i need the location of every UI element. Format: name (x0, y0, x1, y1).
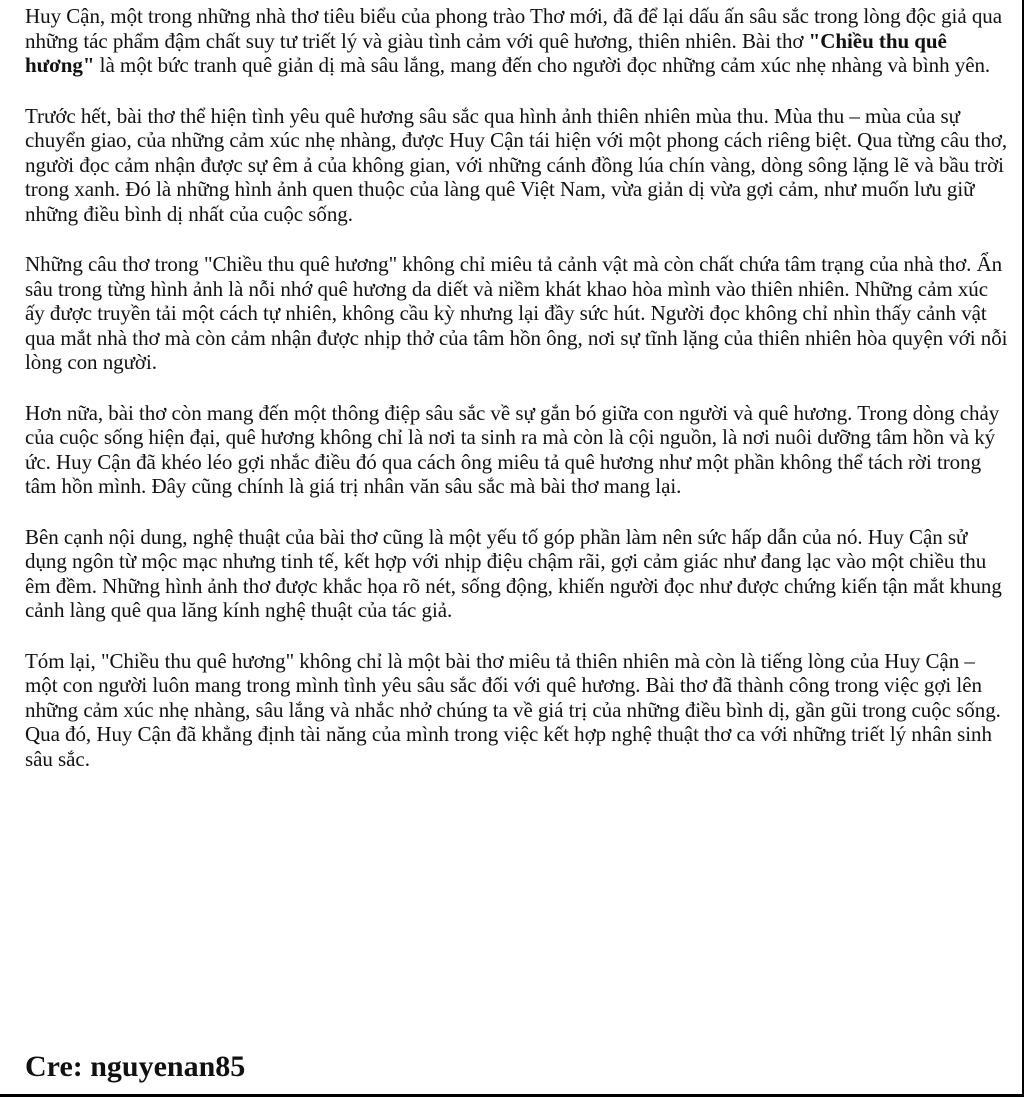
paragraph-intro-text-end: là một bức tranh quê giản dị mà sâu lắng, mang đến cho người đọc những cảm xúc nhẹ nhàng và bình yên. (94, 53, 991, 77)
credit-line: Cre: nguyenan85 (25, 1050, 246, 1083)
paragraph-intro-text-start: Huy Cận, một trong những nhà thơ tiêu biểu của phong trào Thơ mới, đã để lại dấu ấn sâu sắc trong lòng độc giả qua những tác phẩm đậm chất suy tư triết lý và giàu tình cảm với quê hương, thiên nhiên. Bài thơ (25, 4, 1002, 53)
essay-body (25, 4, 1011, 797)
paragraph-6: Tóm lại, "Chiều thu quê hương" không chỉ là một bài thơ miêu tả thiên nhiên mà còn là tiếng lòng của Huy Cận – một con người luôn mang trong mình tình yêu sâu sắc đối với quê hương. Bài thơ đã thành công trong việc gợi lên những cảm xúc nhẹ nhàng, sâu lắng và nhắc nhở chúng ta về giá trị của những điều bình dị, gần gũi trong cuộc sống. Qua đó, Huy Cận đã khẳng định tài năng của mình trong việc kết hợp nghệ thuật thơ ca với những triết lý nhân sinh sâu sắc. (25, 648, 1001, 771)
paragraph-3: Những câu thơ trong "Chiều thu quê hương" không chỉ miêu tả cảnh vật mà còn chất chứa tâm trạng của nhà thơ. Ẩn sâu trong từng hình ảnh là nỗi nhớ quê hương da diết và niềm khát khao hòa mình vào thiên nhiên. Những cảm xúc ấy được truyền tải một cách tự nhiên, không cầu kỳ nhưng lại đầy sức hút. Người đọc không chỉ nhìn thấy cảnh vật qua mắt nhà thơ mà còn cảm nhận được nhịp thở của tâm hồn ông, nơi sự tĩnh lặng của thiên nhiên hòa quyện với nỗi lòng con người. (25, 252, 1008, 374)
poem-title-bold: "Chiều thu quê hương" (25, 28, 947, 77)
paragraph-2: Trước hết, bài thơ thể hiện tình yêu quê hương sâu sắc qua hình ảnh thiên nhiên mùa thu. Mùa thu – mùa của sự chuyển giao, của những cảm xúc nhẹ nhàng, được Huy Cận tái hiện với một phong cách riêng biệt. Qua từng câu thơ, người đọc cảm nhận được sự êm ả của không gian, với những cánh đồng lúa chín vàng, dòng sông lặng lẽ và bầu trời trong xanh. Đó là những hình ảnh quen thuộc của làng quê Việt Nam, vừa giản dị vừa gợi cảm, như muốn lưu giữ những điều bình dị nhất của cuộc sống. (25, 103, 1008, 226)
paragraph-5: Bên cạnh nội dung, nghệ thuật của bài thơ cũng là một yếu tố góp phần làm nên sức hấp dẫn của nó. Huy Cận sử dụng ngôn từ mộc mạc nhưng tinh tế, kết hợp với nhịp điệu chậm rãi, gợi cảm giác như đang lạc vào một chiều thu êm đềm. Những hình ảnh thơ được khắc họa rõ nét, sống động, khiến người đọc như được chứng kiến tận mắt khung cảnh làng quê qua lăng kính nghệ thuật của tác giả. (25, 524, 1002, 622)
paragraph-intro (25, 4, 1011, 78)
paragraph-4: Hơn nữa, bài thơ còn mang đến một thông điệp sâu sắc về sự gắn bó giữa con người và quê hương. Trong dòng chảy của cuộc sống hiện đại, quê hương không chỉ là nơi ta sinh ra mà còn là cội nguồn, là nơi nuôi dưỡng tâm hồn và ký ức. Huy Cận đã khéo léo gợi nhắc điều đó qua cách ông miêu tả quê hương như một phần không thể tách rời trong tâm hồn mình. Đây cũng chính là giá trị nhân văn sâu sắc mà bài thơ mang lại. (25, 400, 1000, 498)
